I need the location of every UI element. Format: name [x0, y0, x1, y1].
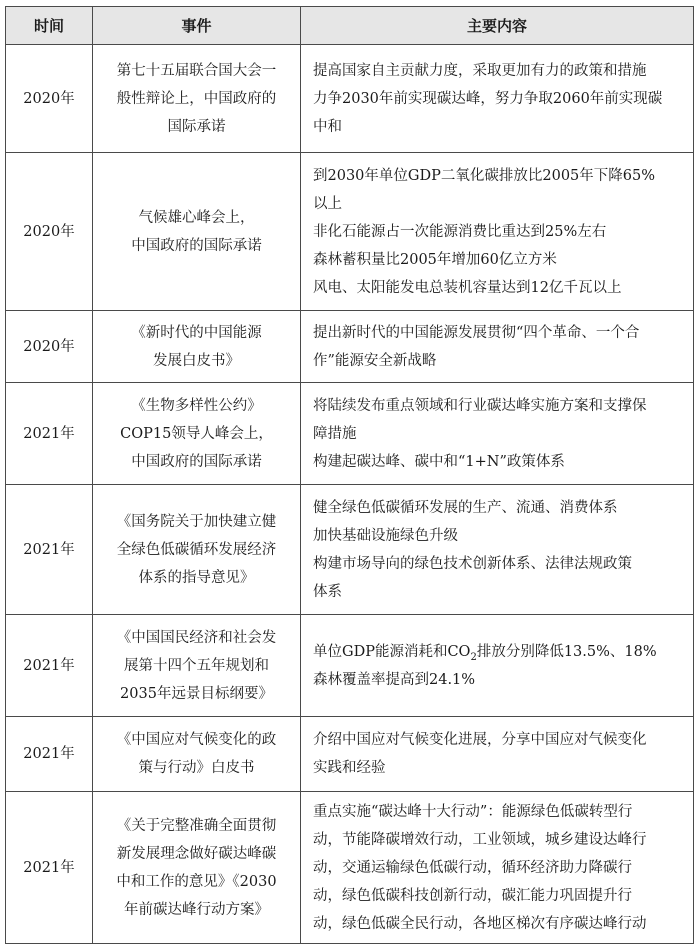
cell-content: [301, 485, 694, 615]
event-line: 发展白皮书》: [153, 352, 240, 369]
event-line: 展第十四个五年规划和: [124, 657, 269, 674]
header-event: 事件: [93, 7, 301, 45]
cell-time: 2021年: [6, 383, 93, 485]
cell-event: [93, 311, 301, 383]
event-line: 第七十五届联合国大会一: [116, 62, 277, 79]
content-line: 森林蓄积量比2005年增加60亿立方米: [313, 251, 557, 268]
event-line: 国际承诺: [167, 118, 226, 135]
policy-table: [5, 6, 694, 944]
table-header: [6, 7, 694, 45]
cell-time: 2021年: [6, 717, 93, 792]
event-line: 《中国国民经济和社会发: [116, 629, 277, 646]
event-line: 《国务院关于加快建立健: [116, 513, 277, 530]
content-line: 动，绿色低碳全民行动，各地区梯次有序碳达峰行动: [313, 915, 647, 932]
cell-content: [301, 717, 694, 792]
table-row: [6, 792, 694, 944]
table-row: [6, 717, 694, 792]
content-line: 体系: [313, 583, 342, 600]
table-row: [6, 485, 694, 615]
cell-event: [93, 153, 301, 311]
table-row: [6, 153, 694, 311]
header-content: 主要内容: [301, 7, 694, 45]
event-line: 全绿色低碳循环发展经济: [116, 541, 277, 558]
event-line: 2035年远景目标纲要》: [120, 685, 273, 702]
content-text: 单位GDP能源消耗和CO: [313, 643, 471, 660]
content-line: 作”能源安全新战略: [313, 352, 437, 369]
cell-content: [301, 615, 694, 717]
header-row: [6, 7, 694, 45]
content-line: 以上: [313, 195, 342, 212]
table-row: [6, 311, 694, 383]
subscript-2: 2: [470, 651, 477, 663]
event-line: COP15领导人峰会上，: [120, 425, 273, 442]
event-line: 《关于完整准确全面贯彻: [116, 817, 277, 834]
content-line: 健全绿色低碳循环发展的生产、流通、消费体系: [313, 499, 618, 516]
cell-content: [301, 45, 694, 153]
event-line: 《中国应对气候变化的政: [116, 732, 277, 748]
event-line: 气候雄心峰会上，: [138, 209, 255, 226]
content-line: 提高国家自主贡献力度，采取更加有力的政策和措施: [313, 62, 647, 79]
cell-event: [93, 717, 301, 792]
content-line: 动，节能降碳增效行动，工业领域，城乡建设达峰行: [313, 831, 647, 848]
content-line: 重点实施“碳达峰十大行动”：能源绿色低碳转型行: [313, 803, 633, 820]
cell-time: 2021年: [6, 792, 93, 944]
table-row: [6, 45, 694, 153]
event-line: 中国政府的国际承诺: [131, 237, 262, 254]
cell-event: [93, 615, 301, 717]
content-line: 动，绿色低碳科技创新行动，碳汇能力巩固提升行: [313, 887, 632, 904]
content-line: [313, 638, 683, 666]
cell-content: [301, 153, 694, 311]
event-line: 《生物多样性公约》: [131, 397, 262, 414]
event-line: 《新时代的中国能源: [131, 324, 262, 341]
header-time: 时间: [6, 7, 93, 45]
content-line: 障措施: [313, 425, 357, 442]
content-line: 中和: [313, 118, 342, 135]
cell-time: 2020年: [6, 153, 93, 311]
event-line: 中和工作的意见》《2030: [116, 873, 277, 890]
event-line: 年前碳达峰行动方案》: [124, 901, 269, 918]
cell-time: 2021年: [6, 485, 93, 615]
content-line: 构建起碳达峰、碳中和“1+N”政策体系: [313, 453, 565, 470]
event-line: 中国政府的国际承诺: [131, 453, 262, 470]
content-line: 介绍中国应对气候变化进展，分享中国应对气候变化: [313, 732, 647, 748]
content-line: 风电、太阳能发电总装机容量达到12亿千瓦以上: [313, 279, 622, 296]
content-line: 加快基础设施绿色升级: [313, 527, 458, 544]
table-body: [6, 45, 694, 944]
event-line: 新发展理念做好碳达峰碳: [116, 845, 277, 862]
cell-event: [93, 45, 301, 153]
cell-content: [301, 792, 694, 944]
content-line: 森林覆盖率提高到24.1%: [313, 671, 476, 688]
event-line: 策与行动》白皮书: [138, 760, 255, 776]
cell-event: [93, 792, 301, 944]
content-line: 到2030年单位GDP二氧化碳排放比2005年下降65%: [313, 167, 655, 184]
content-line: 非化石能源占一次能源消费比重达到25%左右: [313, 223, 607, 240]
content-line: 构建市场导向的绿色技术创新体系、法律法规政策: [313, 555, 632, 572]
content-line: 将陆续发布重点领域和行业碳达峰实施方案和支撑保: [313, 397, 647, 414]
event-line: 般性辩论上，中国政府的: [116, 90, 277, 107]
cell-content: [301, 383, 694, 485]
table-row: [6, 615, 694, 717]
content-line: 力争2030年前实现碳达峰，努力争取2060年前实现碳: [313, 90, 663, 107]
content-line: 实践和经验: [313, 760, 386, 776]
table-row: [6, 383, 694, 485]
cell-time: 2020年: [6, 311, 93, 383]
event-line: 体系的指导意见》: [138, 569, 255, 586]
content-text: 排放分别降低13.5%、18%: [476, 643, 657, 660]
cell-event: [93, 383, 301, 485]
cell-content: [301, 311, 694, 383]
cell-event: [93, 485, 301, 615]
content-line: 提出新时代的中国能源发展贯彻“四个革命、一个合: [313, 324, 640, 341]
content-line: 动，交通运输绿色低碳行动，循环经济助力降碳行: [313, 859, 632, 876]
cell-time: 2021年: [6, 615, 93, 717]
cell-time: 2020年: [6, 45, 93, 153]
